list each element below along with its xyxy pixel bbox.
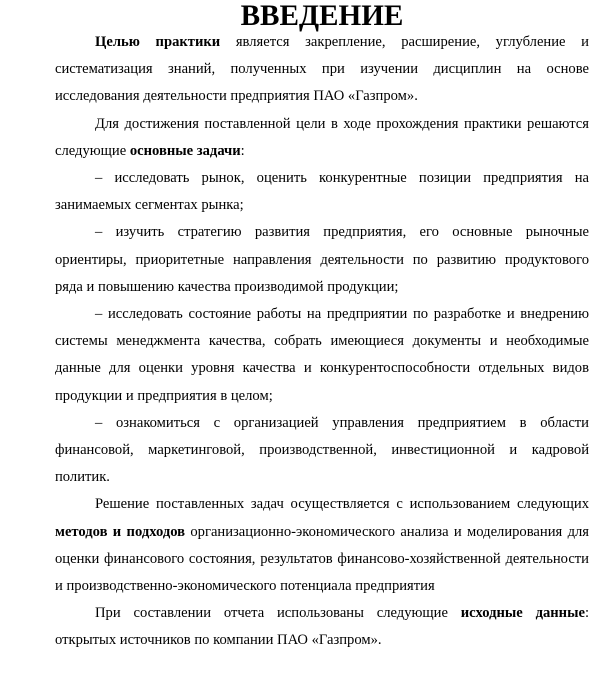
page-title: ВВЕДЕНИЕ bbox=[240, 0, 404, 32]
task-item: – исследовать рынок, оценить конкурентные позиции предприятия на занимаемых сегментах рынка; bbox=[55, 170, 589, 214]
sources-intro-text: При составлении отчета использованы следующие bbox=[95, 605, 461, 622]
tasks-intro-text: Для достижения поставленной цели в ходе прохождения практики решаются следующие bbox=[55, 115, 589, 159]
task-item: – изучить стратегию развития предприятия, его основные рыночные ориентиры, приоритетные направления деятельности по развитию продуктового ряда и повышению качества производимой продукции; bbox=[55, 224, 589, 295]
tasks-intro-paragraph bbox=[55, 111, 589, 165]
goal-text: является закрепление, расширение, углубление и систематизация знаний, полученных при изучении дисциплин на основе исследования деятельности предприятия ПАО «Газпром». bbox=[55, 34, 589, 105]
sources-bold-text: исходные данные bbox=[460, 605, 585, 622]
goal-bold-text: Целью практики bbox=[95, 34, 221, 50]
methods-paragraph bbox=[55, 491, 589, 600]
tasks-intro-colon: : bbox=[240, 142, 245, 159]
goal-paragraph bbox=[55, 29, 589, 111]
sources-text: : открытых источников по компании ПАО «Газпром». bbox=[55, 605, 589, 649]
methods-text: организационно-экономического анализа и моделирования для оценки финансового состояния, результатов финансово-хозяйственной деятельности и производственно-экономического потенциала предприятия bbox=[55, 523, 589, 595]
task-item: – ознакомиться с организацией управления предприятием в области финансовой, маркетинговой, производственной, инвестиционной и кадровой политик. bbox=[55, 414, 589, 486]
task-item: – исследовать состояние работы на предприятии по разработке и внедрению системы менеджмента качества, собрать имеющиеся документы и необходимые данные для оценки уровня качества и конкурентоспособности отдельных видов продукции и предприятия в целом; bbox=[55, 306, 589, 404]
sources-paragraph bbox=[55, 600, 589, 654]
methods-bold-text: методов и подходов bbox=[55, 523, 186, 540]
tasks-bold-text: основные задачи bbox=[129, 142, 241, 159]
methods-intro-text: Решение поставленных задач осуществляется с использованием следующих bbox=[95, 496, 589, 513]
